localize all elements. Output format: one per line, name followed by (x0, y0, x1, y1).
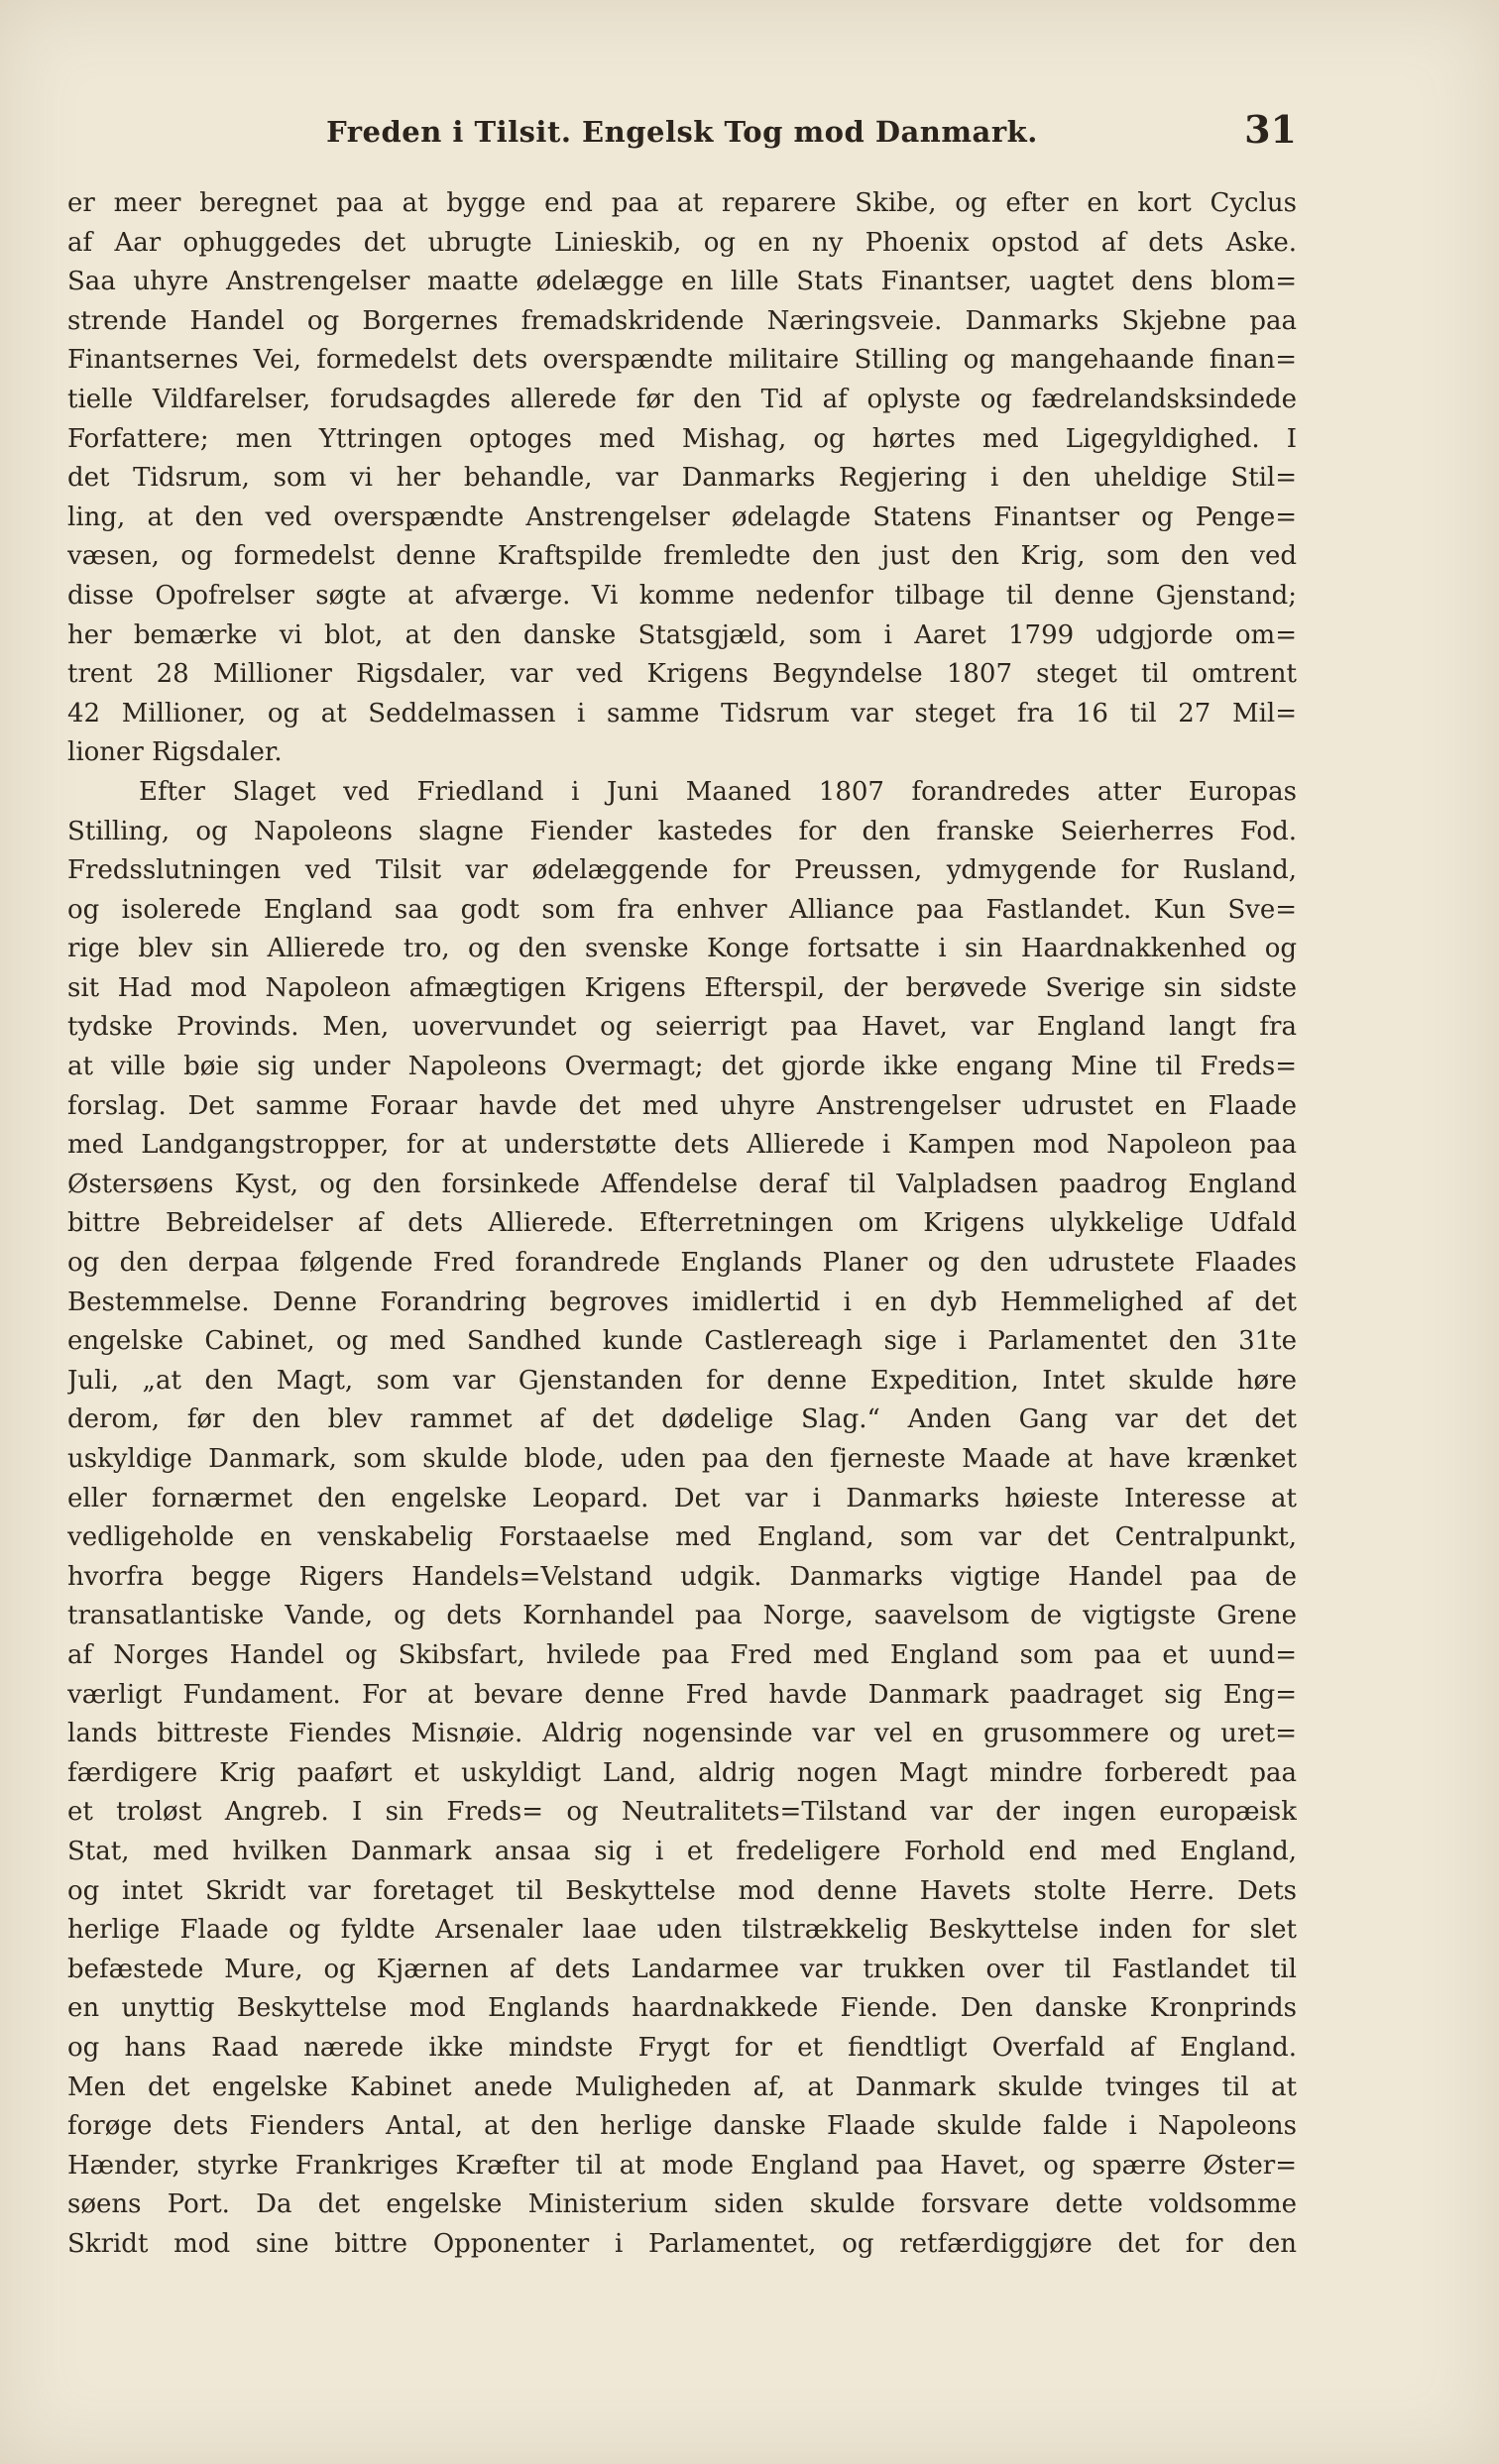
text-line: ling, at den ved overspændte Anstrengelser ødelagde Statens Finantser og Penge= (67, 502, 1297, 532)
text-line: bittre Bebreidelser af dets Allierede. Efterretningen om Krigens ulykkelige Udfald (67, 1208, 1297, 1239)
running-head: Freden i Tilsit. Engelsk Tog mod Danmark. (326, 115, 1038, 149)
text-line: sit Had mod Napoleon afmægtigen Krigens Efterspil, der berøvede Sverige sin sidste (67, 972, 1297, 1003)
text-line: at ville bøie sig under Napoleons Overmagt; det gjorde ikke engang Mine til Freds= (67, 1052, 1297, 1082)
text-line: forøge dets Fienders Antal, at den herlige danske Flaade skulde falde i Napoleons (67, 2111, 1297, 2142)
text-line: Østersøens Kyst, og den forsinkede Affendelse deraf til Valpladsen paadrog England (67, 1169, 1297, 1199)
text-line: her bemærke vi blot, at den danske Statsgjæld, som i Aaret 1799 udgjorde om= (67, 619, 1297, 650)
text-line: og intet Skridt var foretaget til Beskyttelse mod denne Havets stolte Herre. Dets (67, 1875, 1297, 1906)
text-line: og den derpaa følgende Fred forandrede Englands Planer og den udrustete Flaades (67, 1248, 1297, 1279)
text-line: færdigere Krig paaført et uskyldigt Land, aldrig nogen Magt mindre forberedt paa (67, 1757, 1297, 1788)
text-line: med Landgangstropper, for at understøtte dets Allierede i Kampen mod Napoleon paa (67, 1130, 1297, 1161)
text-line: Fredsslutningen ved Tilsit var ødelæggende for Preussen, ydmygende for Rusland, (67, 855, 1297, 886)
text-line: disse Opofrelser søgte at afværge. Vi komme nedenfor tilbage til denne Gjenstand; (67, 580, 1297, 611)
text-line: eller fornærmet den engelske Leopard. Det var i Danmarks høieste Interesse at (67, 1483, 1297, 1513)
text-line: Forfattere; men Yttringen optoges med Mishag, og hørtes med Ligegyldighed. I (67, 423, 1297, 454)
text-line: Bestemmelse. Denne Forandring begroves imidlertid i en dyb Hemmelighed af det (67, 1287, 1297, 1317)
text-line: Men det engelske Kabinet anede Muligheden af, at Danmark skulde tvinges til at (67, 2072, 1297, 2102)
text-line: er meer beregnet paa at bygge end paa at reparere Skibe, og efter en kort Cyclus (67, 188, 1297, 218)
text-line: Efter Slaget ved Friedland i Juni Maaned 1807 forandredes atter Europas (139, 776, 1297, 807)
text-line: tydske Provinds. Men, uovervundet og seierrigt paa Havet, var England langt fra (67, 1012, 1297, 1043)
text-line: et troløst Angreb. I sin Freds= og Neutralitets=Tilstand var der ingen europæisk (67, 1797, 1297, 1828)
text-line: strende Handel og Borgernes fremadskridende Næringsveie. Danmarks Skjebne paa (67, 305, 1297, 336)
text-line: og hans Raad nærede ikke mindste Frygt for et fiendtligt Overfald af England. (67, 2032, 1297, 2063)
text-line: værligt Fundament. For at bevare denne Fred havde Danmark paadraget sig Eng= (67, 1679, 1297, 1710)
text-line: Saa uhyre Anstrengelser maatte ødelægge en lille Stats Finantser, uagtet dens blom= (67, 267, 1297, 297)
text-line: Finantsernes Vei, formedelst dets overspændte militaire Stilling og mangehaande finan= (67, 345, 1297, 376)
text-line: af Aar ophuggedes det ubrugte Linieskib, og en ny Phoenix opstod af dets Aske. (67, 227, 1297, 258)
text-line: Hænder, styrke Frankriges Kræfter til at mode England paa Havet, og spærre Øster= (67, 2150, 1297, 2181)
text-line: Stat, med hvilken Danmark ansaa sig i et fredeligere Forhold end med England, (67, 1836, 1297, 1866)
text-line: en unyttig Beskyttelse mod Englands haardnakkede Fiende. Den danske Kronprinds (67, 1993, 1297, 2024)
text-line: og isolerede England saa godt som fra enhver Alliance paa Fastlandet. Kun Sve= (67, 894, 1297, 925)
text-line: Juli, „at den Magt, som var Gjenstanden for denne Expedition, Intet skulde høre (67, 1365, 1297, 1396)
text-line: 42 Millioner, og at Seddelmassen i samme Tidsrum var steget fra 16 til 27 Mil= (67, 698, 1297, 728)
text-line: hvorfra begge Rigers Handels=Velstand udgik. Danmarks vigtige Handel paa de (67, 1561, 1297, 1592)
text-line: derom, før den blev rammet af det dødelige Slag.“ Anden Gang var det det (67, 1404, 1297, 1435)
text-line: herlige Flaade og fyldte Arsenaler laae uden tilstrækkelig Beskyttelse inden for slet (67, 1915, 1297, 1946)
text-line: Skridt mod sine bittre Opponenter i Parlamentet, og retfærdiggjøre det for den (67, 2228, 1297, 2259)
page-header (67, 107, 1297, 167)
text-line: Stilling, og Napoleons slagne Fiender kastedes for den franske Seierherres Fod. (67, 816, 1297, 846)
text-line: transatlantiske Vande, og dets Kornhandel paa Norge, saavelsom de vigtigste Grene (67, 1601, 1297, 1631)
text-line: befæstede Mure, og Kjærnen af dets Landarmee var trukken over til Fastlandet til (67, 1954, 1297, 1984)
text-line: væsen, og formedelst denne Kraftspilde fremledte den just den Krig, som den ved (67, 541, 1297, 572)
text-line: lioner Rigsdaler. (67, 737, 283, 768)
body-text (67, 184, 1297, 2264)
text-line: engelske Cabinet, og med Sandhed kunde Castlereagh sige i Parlamentet den 31te (67, 1326, 1297, 1357)
text-line: uskyldige Danmark, som skulde blode, uden paa den fjerneste Maade at have krænket (67, 1444, 1297, 1474)
page-number: 31 (1244, 107, 1297, 152)
text-line: tielle Vildfarelser, forudsagdes allerede før den Tid af oplyste og fædrelandsksindede (67, 384, 1297, 414)
text-line: det Tidsrum, som vi her behandle, var Danmarks Regjering i den uheldige Stil= (67, 463, 1297, 494)
text-line: af Norges Handel og Skibsfart, hvilede paa Fred med England som paa et uund= (67, 1639, 1297, 1670)
text-line: søens Port. Da det engelske Ministerium siden skulde forsvare dette voldsomme (67, 2189, 1297, 2220)
text-line: vedligeholde en venskabelig Forstaaelse med England, som var det Centralpunkt, (67, 1522, 1297, 1553)
text-line: forslag. Det samme Foraar havde det med uhyre Anstrengelser udrustet en Flaade (67, 1090, 1297, 1121)
text-line: rige blev sin Allierede tro, og den svenske Konge fortsatte i sin Haardnakkenhed og (67, 934, 1297, 964)
text-line: trent 28 Millioner Rigsdaler, var ved Krigens Begyndelse 1807 steget til omtrent (67, 659, 1297, 690)
text-line: lands bittreste Fiendes Misnøie. Aldrig nogensinde var vel en grusommere og uret= (67, 1719, 1297, 1749)
